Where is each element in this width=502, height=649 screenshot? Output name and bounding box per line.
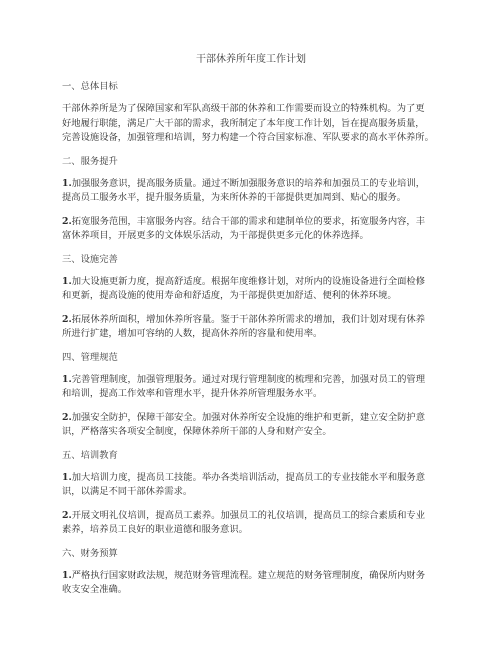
line-text: 识，严格落实各项安全制度，保障休养所干部的人身和财产安全。	[62, 426, 332, 437]
item-number: 2.	[62, 313, 72, 325]
document-body	[62, 80, 462, 607]
paragraph-line	[62, 117, 462, 132]
line-text: 提高员工服务水平，提升服务质量，为来所休养的干部提供更加周到、贴心的服务。	[62, 192, 406, 203]
line-text: 干部休养所是为了保障国家和军队高级干部的休养和工作需要而设立的特殊机构。为了更	[62, 103, 425, 114]
section-heading: 六、财务预算	[62, 547, 118, 559]
paragraph-line	[62, 313, 462, 328]
paragraph	[62, 569, 462, 598]
item-number: 2.	[62, 509, 72, 521]
paragraph-line	[62, 131, 462, 146]
line-text: 开展文明礼仪培训，提高员工素养。加强员工的礼仪培训，提高员工的综合素质和专业	[71, 509, 426, 521]
paragraph-line	[62, 471, 462, 486]
item-number: 2.	[62, 215, 72, 227]
paragraph	[62, 215, 462, 244]
line-text: 拓宽服务范围，丰富服务内容。结合干部的需求和建制单位的要求，拓宽服务内容，丰	[71, 215, 426, 227]
line-text: 和更新，提高设施的使用寿命和舒适度，为干部提供更加舒适、便利的休养环境。	[62, 290, 397, 301]
paragraph-line	[62, 411, 462, 426]
paragraph-line	[62, 425, 462, 440]
line-text: 所进行扩建，增加可容纳的人数，提高休养所的容量和使用率。	[62, 328, 323, 339]
line-text: 收支安全准确。	[62, 584, 128, 595]
paragraph-line	[62, 177, 462, 192]
section-heading: 五、培训教育	[62, 449, 118, 461]
section-heading: 一、总体目标	[62, 81, 118, 92]
paragraph	[62, 411, 462, 440]
paragraph-line	[62, 387, 462, 402]
line-text: 识，以满足不同干部休养需求。	[62, 486, 193, 497]
item-number: 1.	[62, 177, 72, 189]
paragraph-line	[62, 229, 462, 244]
section-heading: 三、设施完善	[62, 253, 118, 265]
paragraph-line	[62, 523, 462, 538]
line-text: 完善管理制度，加强管理服务。通过对现行管理制度的梳理和完善，加强对员工的管理	[71, 373, 426, 385]
line-text: 加大设施更新力度，提高舒适度。根据年度维修计划，对所内的设施设备进行全面检修	[71, 275, 426, 287]
paragraph-line	[62, 509, 462, 524]
item-number: 1.	[62, 471, 72, 483]
paragraph	[62, 471, 462, 500]
item-number: 2.	[62, 411, 72, 423]
item-number: 1.	[62, 373, 72, 385]
paragraph-line	[62, 275, 462, 290]
paragraph-line	[62, 485, 462, 500]
paragraph-line	[62, 327, 462, 342]
section-heading: 四、管理规范	[62, 351, 118, 363]
paragraph-line	[62, 102, 462, 117]
document-title: 干部休养所年度工作计划	[196, 54, 306, 65]
line-text: 富休养项目，开展更多的文体娱乐活动，为干部提供更多元化的休养选择。	[62, 230, 369, 241]
paragraph	[62, 275, 462, 304]
paragraph	[62, 509, 462, 538]
item-number: 1.	[62, 275, 72, 287]
line-text: 素养，培养员工良好的职业道德和服务意识。	[62, 524, 248, 535]
paragraph	[62, 313, 462, 342]
line-text: 完善设施设备，加强管理和培训，努力构建一个符合国家标准、军队要求的高水平休养所。	[62, 132, 434, 143]
paragraph	[62, 177, 462, 206]
paragraph-line	[62, 569, 462, 584]
line-text: 好地履行职能，满足广大干部的需求，我所制定了本年度工作计划，旨在提高服务质量，	[62, 117, 425, 129]
section-heading: 二、服务提升	[62, 155, 118, 167]
line-text: 加强服务意识，提高服务质量。通过不断加强服务意识的培养和加强员工的专业培训，	[71, 177, 426, 189]
line-text: 严格执行国家财政法规，规范财务管理流程。建立规范的财务管理制度，确保所内财务	[71, 569, 426, 581]
line-text: 加大培训力度，提高员工技能。举办各类培训活动，提高员工的专业技能水平和服务意	[71, 471, 426, 483]
line-text: 拓展休养所面积，增加休养所容量。鉴于干部休养所需求的增加，我们计划对现有休养	[71, 313, 426, 325]
item-number: 1.	[62, 569, 72, 581]
paragraph-line	[62, 373, 462, 388]
paragraph	[62, 373, 462, 402]
paragraph-line	[62, 215, 462, 230]
paragraph-line	[62, 583, 462, 598]
paragraph	[62, 102, 462, 146]
line-text: 和培训，提高工作效率和管理水平，提升休养所管理服务水平。	[62, 388, 323, 399]
paragraph-line	[62, 191, 462, 206]
line-text: 加强安全防护，保障干部安全。加强对休养所安全设施的维护和更新，建立安全防护意	[71, 411, 426, 423]
paragraph-line	[62, 289, 462, 304]
